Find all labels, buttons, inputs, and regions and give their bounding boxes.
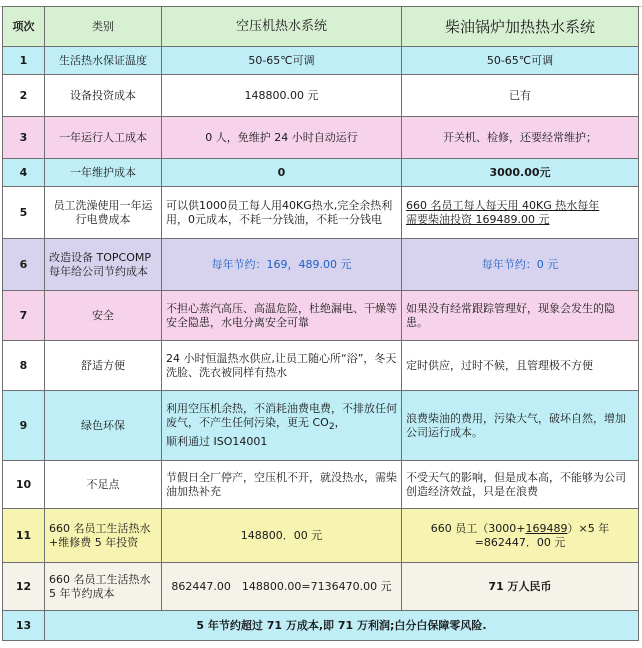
comparison-table xyxy=(2,6,639,641)
table-row xyxy=(3,611,639,641)
table-row xyxy=(3,75,639,117)
savings-label-b: 每年节约： xyxy=(481,257,537,271)
row-category: 设备投资成本 xyxy=(45,75,162,117)
value-a-subscript: 2 xyxy=(328,421,335,433)
savings-value-b: 0 元 xyxy=(536,257,559,271)
row-value-b xyxy=(402,509,639,563)
row-category: 员工洗澡使用一年运行电费成本 xyxy=(45,187,162,239)
row-value-b: 浪费柴油的费用，污染大气，破坏自然，增加公司运行成本。 xyxy=(402,391,639,461)
row-value-b: 3000.00元 xyxy=(402,159,639,187)
row-value-a: 不担心蒸汽高压、高温危险，杜绝漏电、干燥等安全隐患，水电分离安全可靠 xyxy=(162,291,402,341)
row-category: 舒适方便 xyxy=(45,341,162,391)
table-header-row xyxy=(3,7,639,47)
row-index: 8 xyxy=(3,341,45,391)
value-b-line1: 660 名员工每人每天用 40KG 热水每年 xyxy=(406,198,600,212)
table-row xyxy=(3,239,639,291)
row-index: 5 xyxy=(3,187,45,239)
table-row xyxy=(3,341,639,391)
row-index: 7 xyxy=(3,291,45,341)
header-index: 项次 xyxy=(3,7,45,47)
value-b-line2: 需要柴油投资 169489.00 元 xyxy=(406,212,550,226)
row-category: 一年维护成本 xyxy=(45,159,162,187)
table-row xyxy=(3,117,639,159)
table-row xyxy=(3,187,639,239)
row-value-b: 71 万人民币 xyxy=(402,563,639,611)
row-value-a: 利用空压机余热，不消耗油费电费，不排放任何废气，不产生任何污染，更无 $CO_2$， 顺利通过 ISO14001 xyxy=(162,391,402,461)
value-a-line1: 利用空压机余热，不消耗油费电费，不排放任何废气，不产生任何污染，更无 CO xyxy=(166,402,397,430)
row-value-a: 24 小时恒温热水供应,让员工随心所“浴”，冬天洗脸、洗衣被同样有热水 xyxy=(162,341,402,391)
row-category: 一年运行人工成本 xyxy=(45,117,162,159)
summary-text: 5 年节约超过 71 万成本,即 71 万利润;白分白保障零风险. xyxy=(45,611,639,641)
row-value-a: 0 xyxy=(162,159,402,187)
row-index: 3 xyxy=(3,117,45,159)
row-index: 4 xyxy=(3,159,45,187)
row-category: 安全 xyxy=(45,291,162,341)
row-index: 11 xyxy=(3,509,45,563)
header-system-b: 柴油锅炉加热热水系统 xyxy=(402,7,639,47)
row-value-b: 定时供应，过时不候，且管理极不方便 xyxy=(402,341,639,391)
table-row xyxy=(3,159,639,187)
table-row xyxy=(3,563,639,611)
row-value-b: 不受天气的影响，但是成本高，不能够为公司创造经济效益，只是在浪费 xyxy=(402,461,639,509)
row-value-b xyxy=(402,239,639,291)
row-value-b: 50-65℃可调 xyxy=(402,47,639,75)
value-b-line2: =862447．00 元 xyxy=(474,535,566,549)
header-system-a: 空压机热水系统 xyxy=(162,7,402,47)
table-row xyxy=(3,391,639,461)
table-row xyxy=(3,47,639,75)
savings-value-a: 169，489.00 元 xyxy=(266,257,352,271)
row-category: 660 名员工生活热水+维修费 5 年投资 xyxy=(45,509,162,563)
row-value-a xyxy=(162,239,402,291)
row-value-b: 已有 xyxy=(402,75,639,117)
value-a-line2: 顺利通过 ISO14001 xyxy=(166,434,268,448)
row-value-a: 148800．00 元 xyxy=(162,509,402,563)
table-row xyxy=(3,461,639,509)
formula-suffix: ）×5 年 xyxy=(567,521,610,535)
row-index: 2 xyxy=(3,75,45,117)
table-row xyxy=(3,509,639,563)
row-value-a: 50-65℃可调 xyxy=(162,47,402,75)
header-category: 类别 xyxy=(45,7,162,47)
row-category: 绿色环保 xyxy=(45,391,162,461)
row-index: 9 xyxy=(3,391,45,461)
row-value-a: 148800.00 元 xyxy=(162,75,402,117)
formula-prefix: 660 员工（3000+ xyxy=(430,521,526,535)
row-category: 660 名员工生活热水 5 年节约成本 xyxy=(45,563,162,611)
formula-underlined: 169489 xyxy=(525,521,568,535)
row-value-b xyxy=(402,187,639,239)
row-category: 改造设备 TOPCOMP 每年给公司节约成本 xyxy=(45,239,162,291)
savings-label-a: 每年节约： xyxy=(211,257,267,271)
row-value-a: 可以供1000员工每人用40KG热水,完全余热利用，0元成本，不耗一分钱油，不耗一分钱电 xyxy=(162,187,402,239)
row-index: 12 xyxy=(3,563,45,611)
row-index: 6 xyxy=(3,239,45,291)
value-b-line1 xyxy=(406,522,634,536)
row-value-a: 节假日全厂停产，空压机不开，就没热水，需柴油加热补充 xyxy=(162,461,402,509)
row-value-b: 如果没有经常跟踪管理好，现象会发生的隐患。 xyxy=(402,291,639,341)
row-value-b: 开关机、检修，还要经常维护； xyxy=(402,117,639,159)
table-row xyxy=(3,291,639,341)
row-index: 13 xyxy=(3,611,45,641)
row-category: 生活热水保证温度 xyxy=(45,47,162,75)
row-index: 1 xyxy=(3,47,45,75)
row-category: 不足点 xyxy=(45,461,162,509)
row-value-a: 0 人，免维护 24 小时自动运行 xyxy=(162,117,402,159)
row-index: 10 xyxy=(3,461,45,509)
row-value-a: 862447.00 148800.00=7136470.00 元 xyxy=(162,563,402,611)
